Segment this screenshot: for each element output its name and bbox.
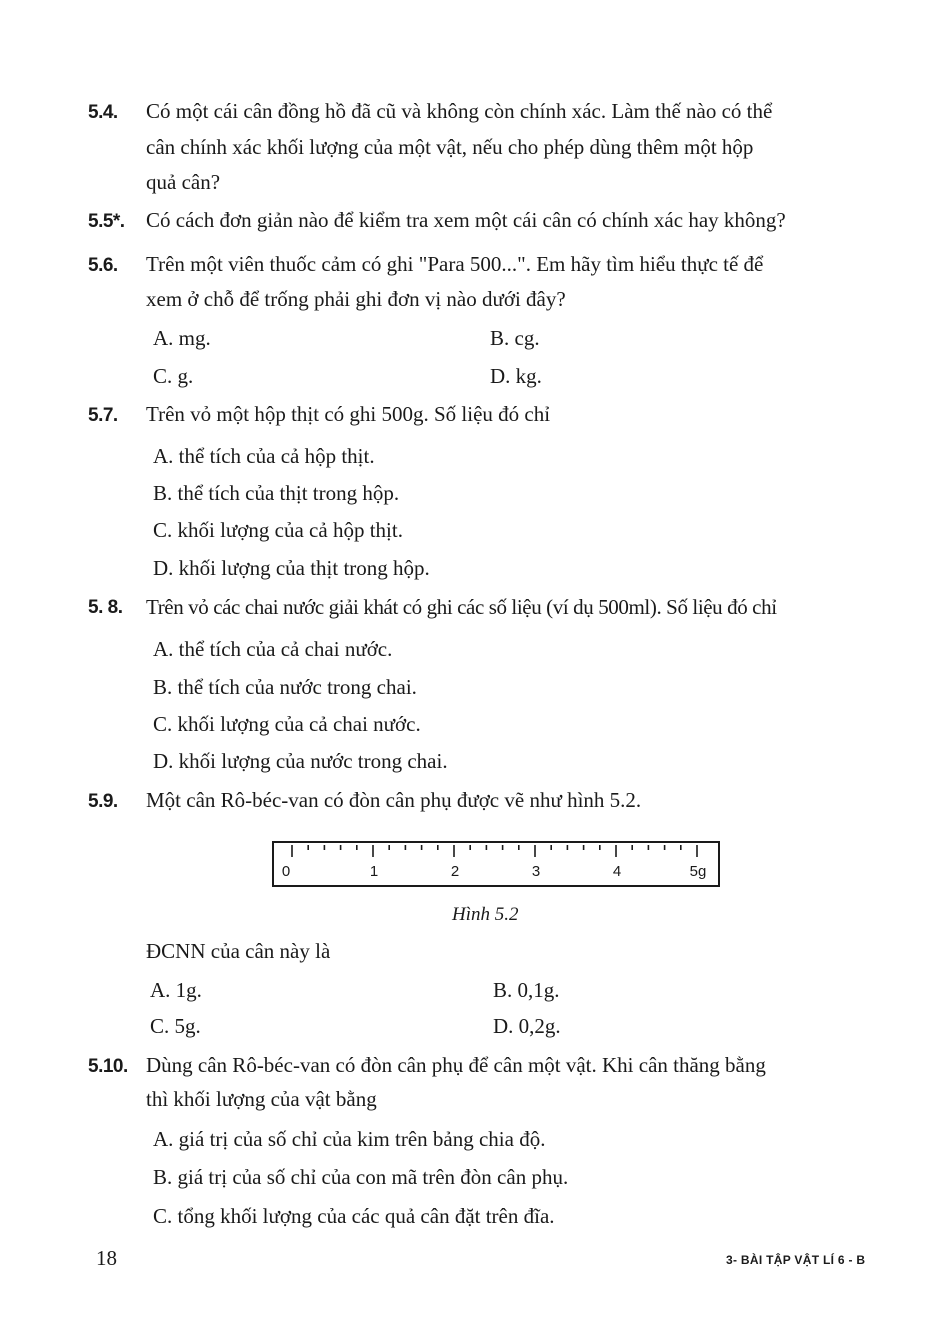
- figure-caption: Hình 5.2: [452, 904, 519, 925]
- answer-option: C. tổng khối lượng của các quả cân đặt trên đĩa.: [153, 1204, 555, 1228]
- question-text-line: cân chính xác khối lượng của một vật, nếu cho phép dùng thêm một hộp: [146, 135, 754, 159]
- answer-option: C. khối lượng của cả chai nước.: [153, 712, 421, 736]
- answer-option: B. cg.: [490, 326, 540, 350]
- page-number: 18: [96, 1246, 117, 1270]
- question-text-line: Dùng cân Rô-béc-van có đòn cân phụ để cân một vật. Khi cân thăng bằng: [146, 1053, 766, 1077]
- question-prompt: ĐCNN của cân này là: [146, 939, 331, 963]
- answer-option: B. giá trị của số chỉ của con mã trên đòn cân phụ.: [153, 1165, 569, 1189]
- answer-option: A. thể tích của cả hộp thịt.: [153, 444, 375, 468]
- tick-label: 0: [281, 863, 291, 880]
- question-number-5-4: 5.4.: [88, 102, 118, 123]
- question-number-5-5: 5.5*.: [88, 211, 125, 232]
- answer-option: B. thể tích của thịt trong hộp.: [153, 481, 400, 505]
- answer-option: D. 0,2g.: [493, 1014, 561, 1038]
- tick-label: 5g: [689, 863, 707, 880]
- question-text-line: Trên vỏ một hộp thịt có ghi 500g. Số liệu đó chỉ: [146, 402, 551, 426]
- answer-option: D. khối lượng của nước trong chai.: [153, 749, 448, 773]
- tick-label: 2: [450, 863, 460, 880]
- answer-option: C. 5g.: [150, 1014, 201, 1038]
- question-text-line: Có một cái cân đồng hồ đã cũ và không còn chính xác. Làm thế nào có thể: [146, 99, 773, 123]
- question-text-line: Trên một viên thuốc cảm có ghi "Para 500...". Em hãy tìm hiểu thực tế để: [146, 252, 764, 276]
- question-number-5-8: 5. 8.: [88, 597, 123, 618]
- answer-option: A. giá trị của số chỉ của kim trên bảng chia độ.: [153, 1127, 546, 1151]
- question-text-line: xem ở chỗ để trống phải ghi đơn vị nào dưới đây?: [146, 287, 566, 311]
- answer-option: B. thể tích của nước trong chai.: [153, 675, 417, 699]
- answer-option: A. mg.: [153, 326, 211, 350]
- answer-option: D. kg.: [490, 364, 542, 388]
- question-text-line: Trên vỏ các chai nước giải khát có ghi các số liệu (ví dụ 500ml). Số liệu đó chỉ: [146, 595, 777, 619]
- question-number-5-9: 5.9.: [88, 791, 118, 812]
- answer-option: A. 1g.: [150, 978, 202, 1002]
- tick-label: 1: [369, 863, 379, 880]
- tick-label: 4: [612, 863, 622, 880]
- question-number-5-7: 5.7.: [88, 405, 118, 426]
- question-number-5-6: 5.6.: [88, 255, 118, 276]
- tick-label: 3: [531, 863, 541, 880]
- answer-option: D. khối lượng của thịt trong hộp.: [153, 556, 430, 580]
- question-text-line: thì khối lượng của vật bằng: [146, 1087, 377, 1111]
- question-text-line: Một cân Rô-béc-van có đòn cân phụ được vẽ như hình 5.2.: [146, 788, 642, 812]
- book-label: 3- BÀI TẬP VẬT LÍ 6 - B: [726, 1253, 866, 1267]
- answer-option: B. 0,1g.: [493, 978, 560, 1002]
- answer-option: C. khối lượng của cả hộp thịt.: [153, 518, 403, 542]
- answer-option: A. thể tích của cả chai nước.: [153, 637, 393, 661]
- question-text-line: quả cân?: [146, 170, 221, 194]
- rider-bar-figure: [272, 841, 720, 887]
- question-text-line: Có cách đơn giản nào để kiểm tra xem một cái cân có chính xác hay không?: [146, 208, 786, 232]
- answer-option: C. g.: [153, 364, 194, 388]
- question-number-5-10: 5.10.: [88, 1056, 128, 1077]
